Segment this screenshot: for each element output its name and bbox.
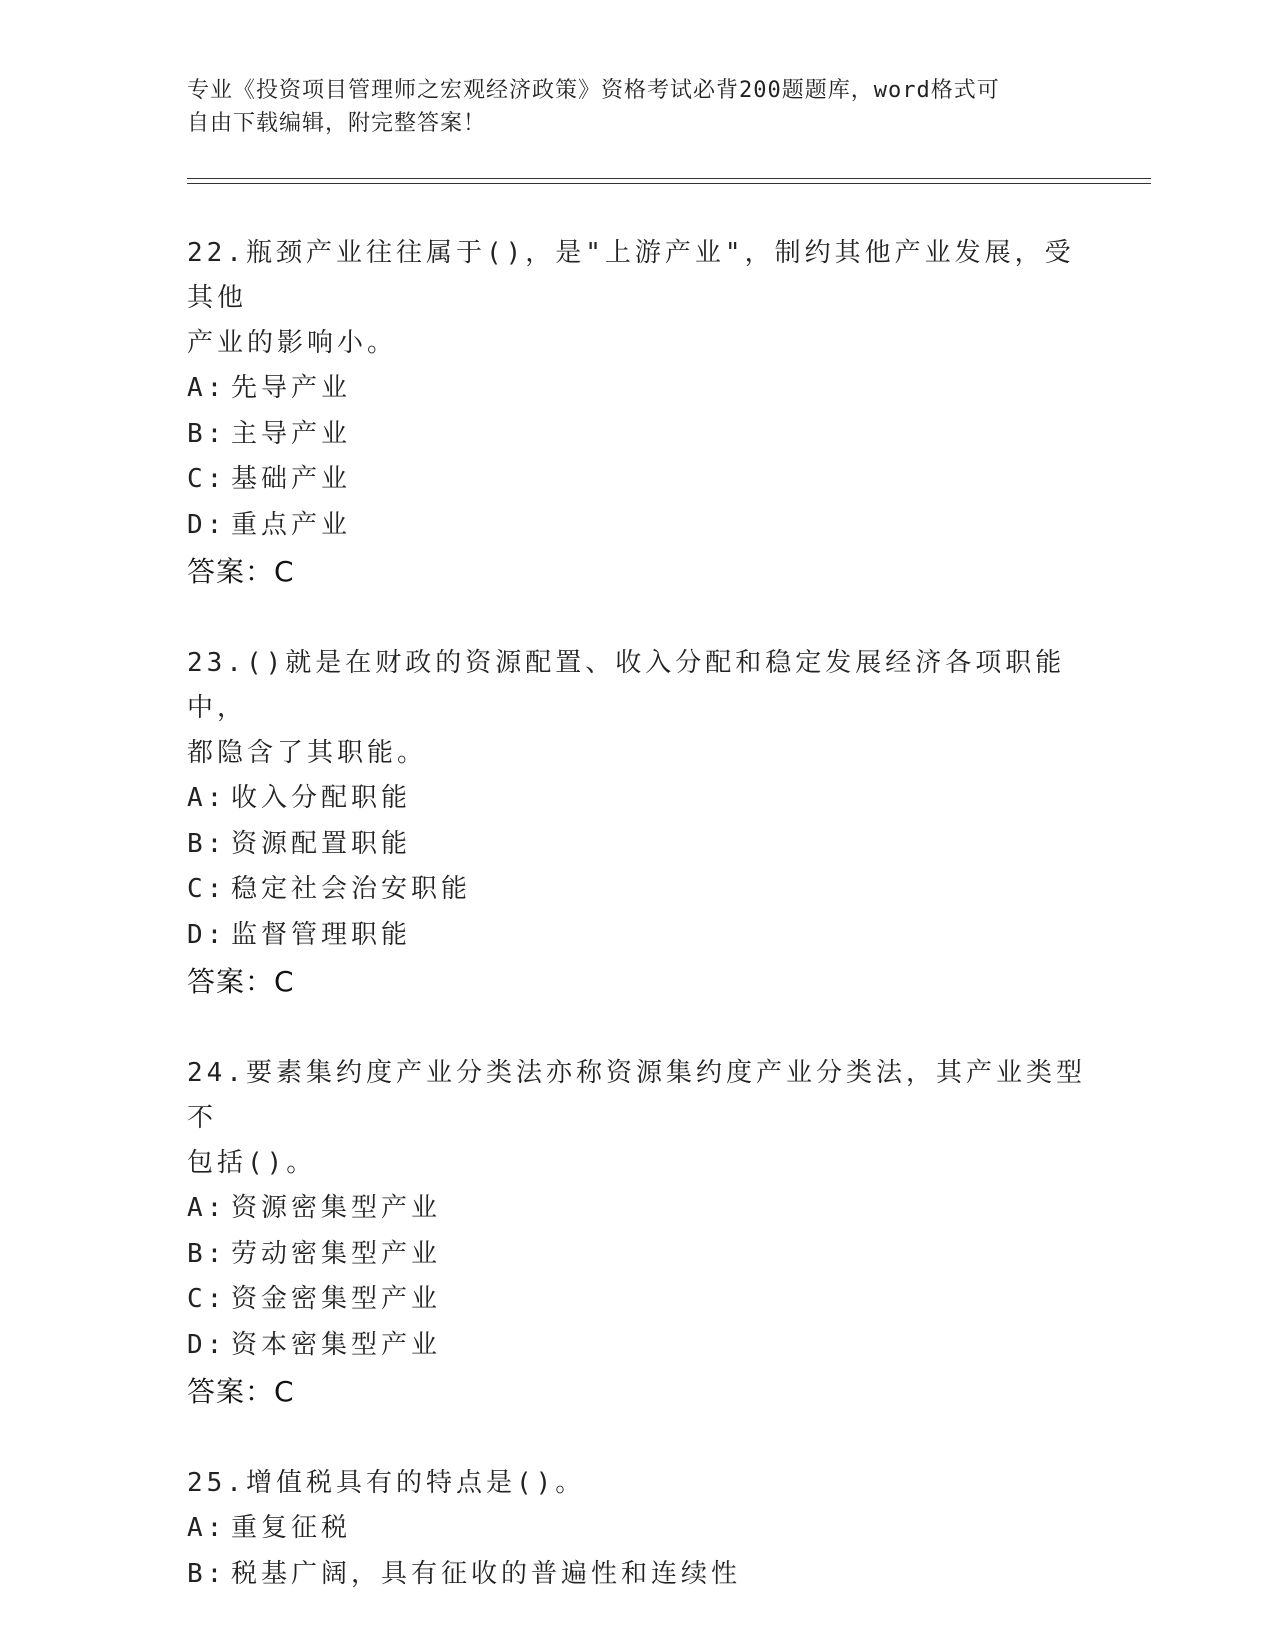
header-divider-top xyxy=(187,178,1151,179)
option-text: 资金密集型产业 xyxy=(231,1284,442,1314)
option-c xyxy=(187,1277,1087,1323)
option-b xyxy=(187,1552,1087,1598)
option-text: 收入分配职能 xyxy=(231,783,412,813)
answer-label: 答案：C xyxy=(187,555,295,588)
option-letter: B: xyxy=(187,1558,227,1589)
option-letter: B: xyxy=(187,828,227,859)
option-c xyxy=(187,867,1087,913)
question-stem xyxy=(187,641,1087,776)
option-letter: B: xyxy=(187,1238,227,1269)
option-text: 基础产业 xyxy=(231,464,352,494)
question-stem-line: 23.()就是在财政的资源配置、收入分配和稳定发展经济各项职能中， xyxy=(187,648,1066,723)
option-letter: C: xyxy=(187,874,227,904)
option-letter: A: xyxy=(187,1193,227,1223)
question-24 xyxy=(187,1051,1087,1415)
option-text: 资源配置职能 xyxy=(231,828,412,859)
question-stem-line: 都隐含了其职能。 xyxy=(187,738,428,768)
option-text: 主导产业 xyxy=(231,418,352,449)
header-line-1: 专业《投资项目管理师之宏观经济政策》资格考试必背200题题库，word格式可 xyxy=(187,78,1000,103)
option-text: 监督管理职能 xyxy=(231,919,412,950)
option-letter: A: xyxy=(187,373,227,403)
option-b xyxy=(187,1232,1087,1278)
question-stem-line: 产业的影响小。 xyxy=(187,328,398,358)
option-d xyxy=(187,1323,1087,1369)
option-letter: D: xyxy=(187,919,227,950)
option-text: 税基广阔，具有征收的普遍性和连续性 xyxy=(231,1558,742,1589)
question-25 xyxy=(187,1461,1087,1597)
option-d xyxy=(187,913,1087,959)
option-letter: A: xyxy=(187,783,227,813)
option-a xyxy=(187,1186,1087,1232)
option-letter: C: xyxy=(187,1284,227,1314)
option-b xyxy=(187,822,1087,868)
option-a xyxy=(187,1506,1087,1552)
option-c xyxy=(187,457,1087,503)
option-a xyxy=(187,776,1087,822)
option-text: 稳定社会治安职能 xyxy=(231,874,472,904)
question-stem-line: 24.要素集约度产业分类法亦称资源集约度产业分类法，其产业类型不 xyxy=(187,1058,1086,1133)
option-text: 重复征税 xyxy=(231,1513,352,1543)
question-stem-line: 包括()。 xyxy=(187,1148,317,1178)
question-stem-line: 25.增值税具有的特点是()。 xyxy=(187,1468,586,1498)
option-text: 资本密集型产业 xyxy=(231,1329,442,1360)
question-stem xyxy=(187,1051,1087,1186)
header-divider-bottom xyxy=(187,183,1151,184)
option-d xyxy=(187,503,1087,549)
question-22 xyxy=(187,231,1087,595)
header-line-2: 自由下载编辑，附完整答案！ xyxy=(187,111,487,136)
option-text: 劳动密集型产业 xyxy=(231,1238,442,1269)
question-stem xyxy=(187,1461,1087,1506)
question-stem-line: 22.瓶颈产业往往属于()，是"上游产业"，制约其他产业发展，受其他 xyxy=(187,238,1075,313)
option-letter: B: xyxy=(187,418,227,449)
document-header xyxy=(187,74,1087,140)
answer-label: 答案：C xyxy=(187,1375,295,1408)
question-list xyxy=(187,231,1087,1643)
option-letter: A: xyxy=(187,1513,227,1543)
question-stem xyxy=(187,231,1087,366)
option-b xyxy=(187,412,1087,458)
option-text: 重点产业 xyxy=(231,509,352,540)
option-text: 资源密集型产业 xyxy=(231,1193,442,1223)
option-letter: D: xyxy=(187,509,227,540)
answer-label: 答案：C xyxy=(187,965,295,998)
question-23 xyxy=(187,641,1087,1005)
option-text: 先导产业 xyxy=(231,373,352,403)
option-a xyxy=(187,366,1087,412)
option-letter: D: xyxy=(187,1329,227,1360)
option-letter: C: xyxy=(187,464,227,494)
